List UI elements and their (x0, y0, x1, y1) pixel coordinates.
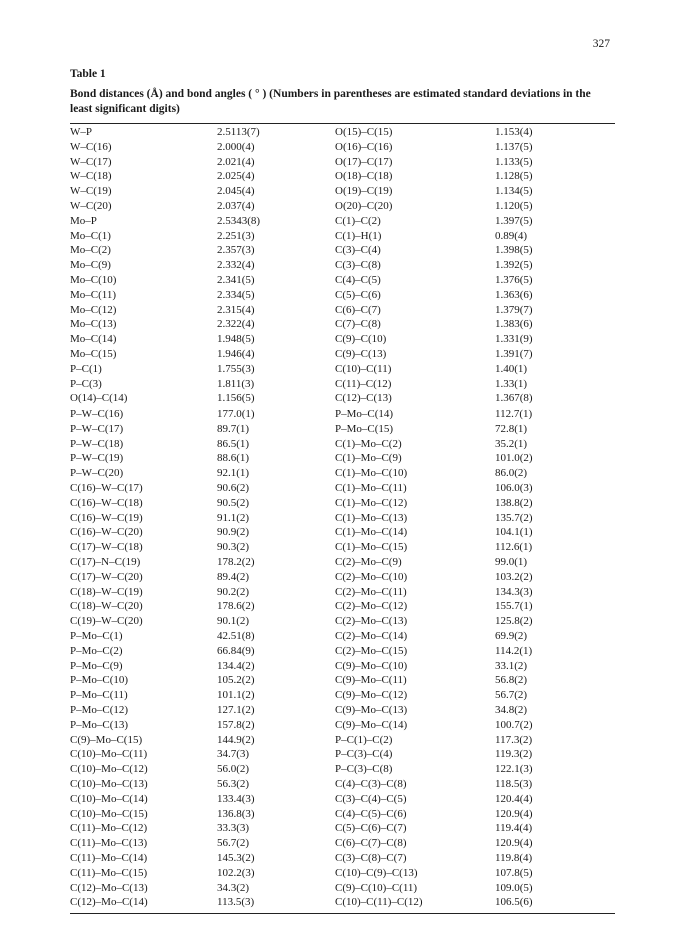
bond-value: 1.392(5) (495, 259, 533, 272)
bond-distances-block (70, 125, 615, 406)
bond-value: 90.3(2) (217, 541, 250, 554)
bond-value: 1.398(5) (495, 244, 533, 257)
bond-value: 99.0(1) (495, 555, 528, 568)
bond-label: Mo–C(10) (70, 273, 117, 286)
bond-label: Mo–C(15) (70, 347, 117, 360)
bond-label: C(11)–C(12) (335, 377, 392, 390)
distance-row (70, 317, 615, 332)
bond-value: 34.3(2) (217, 881, 250, 894)
bond-value: 102.2(3) (217, 866, 255, 879)
bond-label: C(18)–W–C(20) (70, 600, 143, 613)
bond-value: 2.315(4) (217, 303, 255, 316)
distance-row (70, 199, 615, 214)
bond-label: P–Mo–C(9) (70, 659, 123, 672)
bond-value: 1.156(5) (217, 392, 255, 405)
page-number: 327 (592, 38, 610, 50)
bond-value: 1.755(3) (217, 362, 255, 375)
angle-row (70, 836, 615, 851)
bond-label: Mo–C(1) (70, 229, 111, 242)
bond-value: 1.391(7) (495, 347, 533, 360)
bond-value: 2.5343(8) (217, 214, 261, 227)
bond-value: 120.9(4) (495, 807, 533, 820)
distance-row (70, 140, 615, 155)
bond-label: P–C(3)–C(4) (335, 748, 393, 761)
bond-label: P–W–C(16) (70, 408, 124, 420)
bond-value: 89.7(1) (217, 422, 250, 435)
bond-label: P–Mo–C(12) (70, 703, 129, 716)
bond-value: 144.9(2) (217, 733, 255, 746)
table-bottom-rule (70, 913, 615, 914)
bond-label: C(3)–C(4)–C(5) (335, 792, 407, 805)
bond-label: C(6)–C(7)–C(8) (335, 837, 407, 850)
bond-label: C(3)–C(4) (335, 244, 381, 257)
bond-label: C(11)–Mo–C(12) (70, 822, 148, 835)
bond-value: 90.1(2) (217, 615, 250, 628)
bond-label: P–Mo–C(15) (335, 422, 394, 435)
bond-value: 91.1(2) (217, 511, 250, 524)
bond-label: P–W–C(18) (70, 437, 124, 450)
bond-label: P–C(3)–C(8) (335, 763, 393, 776)
distance-row (70, 391, 615, 406)
bond-label: C(1)–Mo–C(11) (335, 481, 407, 494)
bond-label: C(12)–C(13) (335, 392, 392, 405)
bond-value: 2.021(4) (217, 155, 255, 168)
bond-value: 125.8(2) (495, 615, 533, 628)
bond-value: 1.363(6) (495, 288, 533, 301)
bond-value: 90.2(2) (217, 585, 250, 598)
bond-value: 177.0(1) (217, 408, 255, 420)
bond-value: 33.1(2) (495, 659, 528, 672)
bond-value: 178.6(2) (217, 600, 255, 613)
distance-row (70, 362, 615, 377)
bond-value: 72.8(1) (495, 422, 528, 435)
bond-value: 56.7(2) (495, 689, 528, 702)
angle-row (70, 703, 615, 718)
bond-label: P–Mo–C(14) (335, 408, 394, 420)
bond-value: 1.120(5) (495, 199, 533, 212)
bond-value: 1.811(3) (217, 377, 255, 390)
table-label: Table 1 (70, 68, 106, 80)
angle-row (70, 851, 615, 866)
bond-label: P–W–C(17) (70, 422, 124, 435)
table-top-rule (70, 123, 615, 124)
bond-value: 135.7(2) (495, 511, 533, 524)
bond-label: C(9)–Mo–C(13) (335, 703, 408, 716)
bond-value: 145.3(2) (217, 851, 255, 864)
bond-value: 1.397(5) (495, 214, 533, 227)
bond-label: P–W–C(19) (70, 452, 124, 465)
angle-row (70, 673, 615, 688)
bond-value: 119.3(2) (495, 748, 533, 761)
bond-label: C(16)–W–C(17) (70, 481, 143, 494)
angle-row (70, 747, 615, 762)
bond-label: C(2)–Mo–C(12) (335, 600, 408, 613)
bond-label: C(4)–C(5) (335, 273, 381, 286)
bond-label: C(10)–Mo–C(11) (70, 748, 148, 761)
bond-label: W–C(18) (70, 170, 112, 183)
bond-label: O(19)–C(19) (335, 185, 393, 198)
bond-value: 1.946(4) (217, 347, 255, 360)
distance-row (70, 155, 615, 170)
distance-row (70, 169, 615, 184)
bond-value: 0.89(4) (495, 229, 528, 242)
bond-value: 1.133(5) (495, 155, 533, 168)
bond-value: 2.341(5) (217, 273, 255, 286)
angle-row (70, 895, 615, 910)
angle-row (70, 422, 615, 437)
bond-value: 88.6(1) (217, 452, 250, 465)
bond-value: 101.1(2) (217, 689, 255, 702)
angle-row (70, 614, 615, 629)
bond-value: 138.8(2) (495, 496, 533, 509)
bond-value: 119.4(4) (495, 822, 533, 835)
bond-value: 1.153(4) (495, 126, 533, 138)
bond-label: C(1)–Mo–C(2) (335, 437, 402, 450)
bond-label: C(1)–Mo–C(14) (335, 526, 408, 539)
distance-row (70, 288, 615, 303)
bond-label: Mo–C(9) (70, 259, 111, 272)
bond-value: 34.8(2) (495, 703, 528, 716)
bond-label: C(4)–C(5)–C(6) (335, 807, 407, 820)
bond-value: 2.045(4) (217, 185, 255, 198)
bond-label: C(5)–C(6)–C(7) (335, 822, 407, 835)
bond-value: 2.332(4) (217, 259, 255, 272)
bond-value: 2.037(4) (217, 199, 255, 212)
bond-label: O(20)–C(20) (335, 199, 393, 212)
bond-label: C(2)–Mo–C(11) (335, 585, 407, 598)
bond-value: 56.0(2) (217, 763, 250, 776)
bond-label: W–C(16) (70, 140, 112, 153)
distance-row (70, 184, 615, 199)
distance-row (70, 243, 615, 258)
distance-row (70, 273, 615, 288)
bond-value: 66.84(9) (217, 644, 255, 657)
bond-label: C(3)–C(8) (335, 259, 381, 272)
bond-label: C(2)–Mo–C(15) (335, 644, 408, 657)
bond-value: 2.025(4) (217, 170, 255, 183)
bond-angles-block (70, 407, 615, 910)
angle-row (70, 629, 615, 644)
bond-label: C(9)–Mo–C(10) (335, 659, 408, 672)
bond-label: P–Mo–C(1) (70, 629, 123, 642)
bond-label: W–C(17) (70, 155, 112, 168)
bond-label: C(10)–Mo–C(12) (70, 763, 148, 776)
bond-label: C(9)–C(13) (335, 347, 387, 360)
bond-value: 90.6(2) (217, 481, 250, 494)
bond-value: 113.5(3) (217, 896, 255, 909)
bond-value: 92.1(1) (217, 467, 250, 480)
distance-row (70, 303, 615, 318)
bond-value: 157.8(2) (217, 718, 255, 731)
bond-value: 86.5(1) (217, 437, 250, 450)
bond-value: 1.383(6) (495, 318, 533, 331)
bond-value: 178.2(2) (217, 555, 255, 568)
bond-label: C(10)–C(9)–C(13) (335, 866, 418, 879)
bond-value: 133.4(3) (217, 792, 255, 805)
bond-value: 1.367(8) (495, 392, 533, 405)
bond-value: 89.4(2) (217, 570, 250, 583)
bond-label: O(15)–C(15) (335, 126, 393, 138)
bond-label: C(17)–W–C(20) (70, 570, 143, 583)
bond-label: C(2)–Mo–C(10) (335, 570, 408, 583)
bond-label: P–C(1) (70, 362, 102, 375)
bond-value: 90.9(2) (217, 526, 250, 539)
bond-value: 122.1(3) (495, 763, 533, 776)
bond-label: C(19)–W–C(20) (70, 615, 143, 628)
distance-row (70, 332, 615, 347)
bond-label: C(11)–Mo–C(15) (70, 866, 148, 879)
bond-value: 120.4(4) (495, 792, 533, 805)
bond-label: P–Mo–C(11) (70, 689, 128, 702)
distance-row (70, 214, 615, 229)
bond-label: O(17)–C(17) (335, 155, 393, 168)
bond-label: C(10)–Mo–C(13) (70, 777, 148, 790)
bond-label: Mo–C(2) (70, 244, 111, 257)
bond-value: 86.0(2) (495, 467, 528, 480)
bond-value: 56.3(2) (217, 777, 250, 790)
distance-row (70, 229, 615, 244)
bond-value: 119.8(4) (495, 851, 533, 864)
bond-value: 134.3(3) (495, 585, 533, 598)
bond-value: 105.2(2) (217, 674, 255, 687)
bond-value: 2.251(3) (217, 229, 255, 242)
distance-row (70, 377, 615, 392)
bond-value: 104.1(1) (495, 526, 533, 539)
bond-label: C(1)–Mo–C(12) (335, 496, 408, 509)
bond-value: 1.33(1) (495, 377, 528, 390)
bond-label: C(9)–Mo–C(12) (335, 689, 408, 702)
bond-value: 100.7(2) (495, 718, 533, 731)
bond-label: C(17)–W–C(18) (70, 541, 143, 554)
bond-value: 127.1(2) (217, 703, 255, 716)
bond-label: P–Mo–C(10) (70, 674, 129, 687)
angle-row (70, 599, 615, 614)
bond-label: O(14)–C(14) (70, 392, 128, 405)
bond-value: 117.3(2) (495, 733, 533, 746)
angle-row (70, 659, 615, 674)
bond-label: C(11)–Mo–C(13) (70, 837, 148, 850)
bond-label: C(11)–Mo–C(14) (70, 851, 148, 864)
bond-label: C(9)–Mo–C(14) (335, 718, 408, 731)
bond-value: 109.0(5) (495, 881, 533, 894)
bond-value: 2.357(3) (217, 244, 255, 257)
bond-label: C(1)–Mo–C(15) (335, 541, 408, 554)
angle-row (70, 762, 615, 777)
bond-value: 1.137(5) (495, 140, 533, 153)
bond-value: 106.0(3) (495, 481, 533, 494)
bond-label: P–Mo–C(2) (70, 644, 123, 657)
bond-value: 1.134(5) (495, 185, 533, 198)
distance-row (70, 258, 615, 273)
bond-label: C(10)–Mo–C(15) (70, 807, 148, 820)
angle-row (70, 644, 615, 659)
bond-label: C(16)–W–C(19) (70, 511, 143, 524)
bond-value: 112.7(1) (495, 408, 533, 420)
bond-label: C(10)–Mo–C(14) (70, 792, 148, 805)
bond-value: 1.40(1) (495, 362, 528, 375)
angle-row (70, 466, 615, 481)
angle-row (70, 585, 615, 600)
bond-value: 120.9(4) (495, 837, 533, 850)
bond-label: C(4)–C(3)–C(8) (335, 777, 407, 790)
angle-row (70, 511, 615, 526)
bond-label: C(12)–Mo–C(13) (70, 881, 148, 894)
bond-label: W–C(20) (70, 199, 112, 212)
angle-row (70, 688, 615, 703)
bond-value: 155.7(1) (495, 600, 533, 613)
bond-value: 114.2(1) (495, 644, 533, 657)
bond-value: 1.331(9) (495, 333, 533, 346)
angle-row (70, 570, 615, 585)
bond-value: 134.4(2) (217, 659, 255, 672)
angle-row (70, 407, 615, 422)
bond-value: 42.51(8) (217, 629, 255, 642)
bond-label: Mo–C(14) (70, 333, 117, 346)
bond-value: 1.379(7) (495, 303, 533, 316)
bond-value: 2.000(4) (217, 140, 255, 153)
bond-label: C(6)–C(7) (335, 303, 381, 316)
bond-value: 34.7(3) (217, 748, 250, 761)
bond-label: P–Mo–C(13) (70, 718, 129, 731)
bond-label: C(9)–Mo–C(11) (335, 674, 407, 687)
bond-label: Mo–C(13) (70, 318, 117, 331)
bond-value: 103.2(2) (495, 570, 533, 583)
distance-row (70, 125, 615, 140)
bond-label: C(12)–Mo–C(14) (70, 896, 148, 909)
bond-value: 101.0(2) (495, 452, 533, 465)
bond-label: Mo–C(11) (70, 288, 117, 301)
bond-label: C(18)–W–C(19) (70, 585, 143, 598)
angle-row (70, 821, 615, 836)
bond-label: C(2)–Mo–C(9) (335, 555, 402, 568)
bond-label: C(9)–C(10) (335, 333, 387, 346)
bond-value: 35.2(1) (495, 437, 528, 450)
angle-row (70, 792, 615, 807)
bond-value: 90.5(2) (217, 496, 250, 509)
angle-row (70, 881, 615, 896)
bond-label: W–P (70, 126, 92, 138)
bond-value: 1.948(5) (217, 333, 255, 346)
angle-row (70, 437, 615, 452)
angle-row (70, 807, 615, 822)
bond-label: Mo–C(12) (70, 303, 117, 316)
angle-row (70, 451, 615, 466)
bond-label: P–W–C(20) (70, 467, 124, 480)
bond-value: 136.8(3) (217, 807, 255, 820)
angle-row (70, 733, 615, 748)
bond-label: P–C(3) (70, 377, 102, 390)
angle-row (70, 481, 615, 496)
bond-value: 1.128(5) (495, 170, 533, 183)
bond-label: Mo–P (70, 214, 97, 227)
bond-value: 107.8(5) (495, 866, 533, 879)
bond-value: 69.9(2) (495, 629, 528, 642)
bond-value: 112.6(1) (495, 541, 533, 554)
table-caption: Bond distances (Å) and bond angles ( ° ) (Numbers in parentheses are estimated standard deviations in the least significant digits) (70, 88, 591, 115)
bond-value: 2.322(4) (217, 318, 255, 331)
bond-label: C(1)–H(1) (335, 229, 382, 242)
bond-value: 2.334(5) (217, 288, 255, 301)
bond-label: P–C(1)–C(2) (335, 733, 393, 746)
bond-label: W–C(19) (70, 185, 112, 198)
bond-label: O(18)–C(18) (335, 170, 393, 183)
bond-label: C(10)–C(11)–C(12) (335, 896, 423, 909)
bond-value: 33.3(3) (217, 822, 250, 835)
bond-label: C(5)–C(6) (335, 288, 381, 301)
bond-label: C(9)–C(10)–C(11) (335, 881, 418, 894)
angle-row (70, 496, 615, 511)
bond-value: 56.8(2) (495, 674, 528, 687)
bond-label: C(10)–C(11) (335, 362, 392, 375)
angle-row (70, 525, 615, 540)
bond-label: C(2)–Mo–C(13) (335, 615, 408, 628)
bond-value: 2.5113(7) (217, 126, 260, 138)
bond-label: C(16)–W–C(18) (70, 496, 143, 509)
angle-row (70, 718, 615, 733)
angle-row (70, 777, 615, 792)
bond-label: O(16)–C(16) (335, 140, 393, 153)
bond-label: C(3)–C(8)–C(7) (335, 851, 407, 864)
bond-label: C(1)–Mo–C(13) (335, 511, 408, 524)
angle-row (70, 540, 615, 555)
bond-value: 118.5(3) (495, 777, 533, 790)
distance-row (70, 347, 615, 362)
bond-value: 1.376(5) (495, 273, 533, 286)
bond-label: C(16)–W–C(20) (70, 526, 143, 539)
bond-label: C(7)–C(8) (335, 318, 381, 331)
bond-label: C(1)–Mo–C(10) (335, 467, 408, 480)
bond-value: 56.7(2) (217, 837, 250, 850)
angle-row (70, 866, 615, 881)
bond-label: C(1)–Mo–C(9) (335, 452, 402, 465)
bond-label: C(17)–N–C(19) (70, 555, 141, 568)
bond-value: 106.5(6) (495, 896, 533, 909)
angle-row (70, 555, 615, 570)
bond-label: C(2)–Mo–C(14) (335, 629, 408, 642)
bond-label: C(9)–Mo–C(15) (70, 733, 143, 746)
bond-label: C(1)–C(2) (335, 214, 381, 227)
